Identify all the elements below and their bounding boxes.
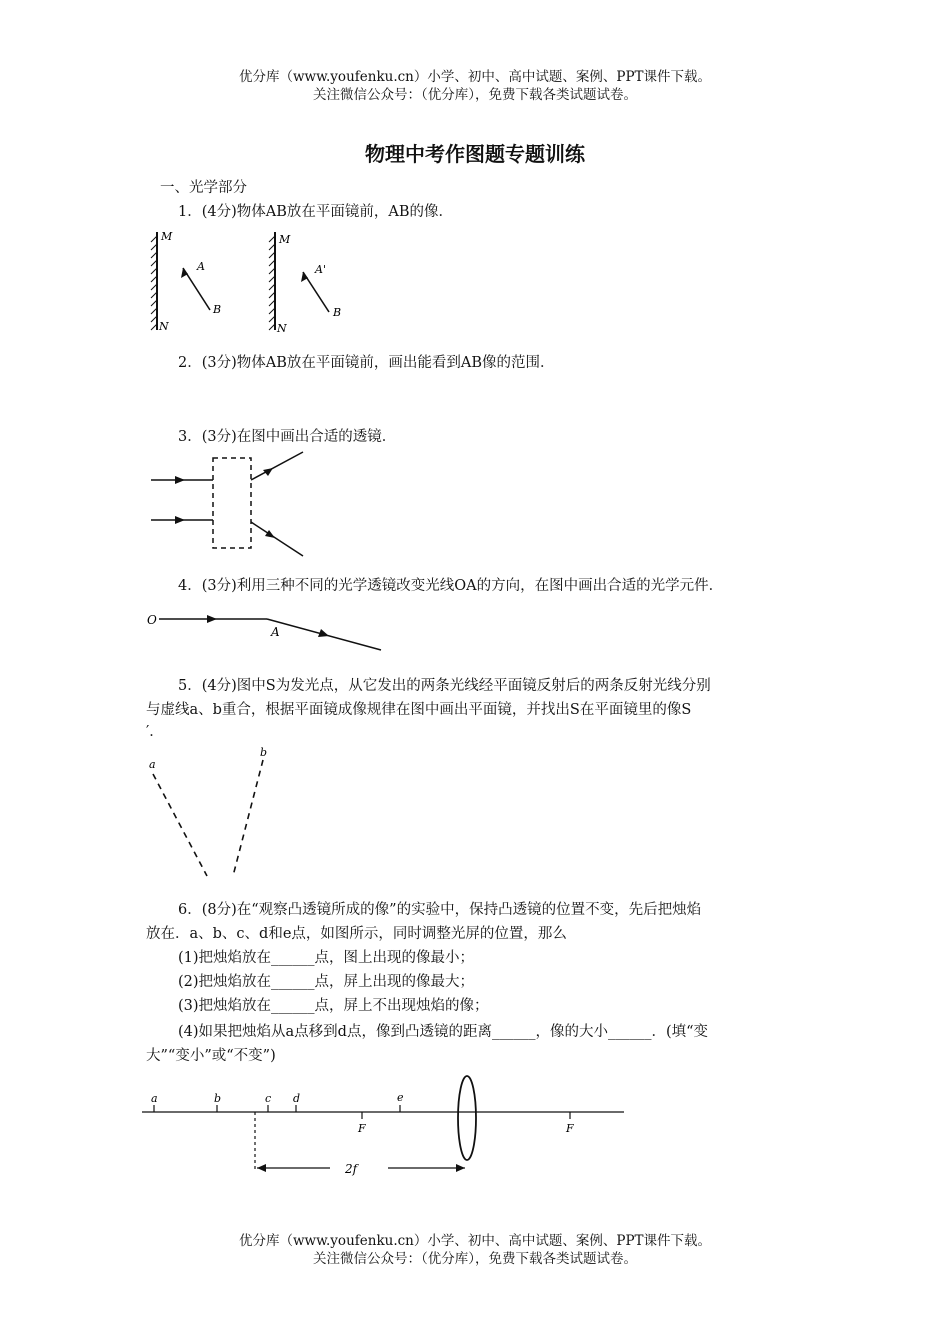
question-2-text: 2．(3分)物体AB放在平面镜前，画出能看到AB像的范围． <box>178 355 555 371</box>
question-5-line-1: 5．(4分)图中S为发光点，从它发出的两条光线经平面镜反射后的两条反射光线分别 <box>178 678 711 694</box>
label-n-2: N <box>277 322 287 335</box>
question-6-sub-3: (3)把烛焰放在______点，屏上不出现烛焰的像； <box>178 998 489 1014</box>
point-label-a: a <box>151 1092 158 1105</box>
label-n-1: N <box>159 320 169 333</box>
focus-label-left: F <box>358 1122 366 1135</box>
question-5-line-3: ′． <box>146 724 164 740</box>
q1-mirror-figures <box>145 226 365 338</box>
label-m-2: M <box>279 233 291 246</box>
question-6-sub-2: (2)把烛焰放在______点，屏上出现的像最大； <box>178 974 475 990</box>
ray-arrow-after-a <box>318 629 329 637</box>
label-a-2: A' <box>315 263 326 276</box>
q5-dashed-rays-figure <box>145 742 285 882</box>
question-6-line-1: 6．(8分)在“观察凸透镜所成的像”的实验中，保持凸透镜的位置不变，先后把烛焰 <box>178 902 702 918</box>
focus-label-right: F <box>566 1122 574 1135</box>
distance-label-2f: 2f <box>345 1162 358 1176</box>
footer-line-2: 关注微信公众号：（优分库），免费下载各类试题试卷。 <box>313 1251 637 1267</box>
point-label-e: e <box>397 1091 404 1104</box>
question-1-text: 1．(4分)物体AB放在平面镜前，AB的像． <box>178 204 454 220</box>
point-label-c: c <box>265 1092 272 1105</box>
label-a-ray: a <box>149 758 156 771</box>
dashed-ray-a <box>153 774 207 876</box>
label-b-1: B <box>213 303 222 316</box>
label-m-1: M <box>161 230 173 243</box>
point-label-b: b <box>214 1092 222 1105</box>
question-3-text: 3．(3分)在图中画出合适的透镜． <box>178 429 397 445</box>
outgoing-ray-2 <box>251 522 303 556</box>
dashed-lens-box <box>213 458 251 548</box>
ray-arrow-2 <box>175 516 185 524</box>
question-6-sub-4a: (4)如果把烛焰从a点移到d点，像到凸透镜的距离______，像的大小______．(填“变 <box>178 1024 709 1040</box>
ray-arrow-1 <box>175 476 185 484</box>
label-b-ray: b <box>260 746 268 759</box>
label-a: A <box>271 625 280 639</box>
header-line-2: 关注微信公众号：（优分库），免费下载各类试题试卷。 <box>313 87 637 103</box>
ray-arrow-oa <box>207 615 217 623</box>
question-6-sub-4b: 大”“变小”或“不变”) <box>146 1048 276 1064</box>
point-label-d: d <box>293 1092 301 1105</box>
dimension-arrow-left <box>257 1164 266 1172</box>
ray-arrow-4 <box>265 530 275 538</box>
outgoing-ray-1 <box>251 452 303 480</box>
header-line-1: 优分库（www.youfenku.cn）小学、初中、高中试题、案例、PPT课件下载。 <box>238 69 712 85</box>
label-o: O <box>147 613 157 627</box>
question-6-sub-1: (1)把烛焰放在______点，图上出现的像最小； <box>178 950 475 966</box>
page-title: 物理中考作图题专题训练 <box>365 142 585 166</box>
dimension-arrow-right <box>456 1164 465 1172</box>
label-b-2: B <box>333 306 342 319</box>
dashed-ray-b <box>233 760 263 876</box>
q4-ray-figure <box>145 604 385 656</box>
question-5-line-2: 与虚线a、b重合，根据平面镜成像规律在图中画出平面镜，并找出S在平面镜里的像S <box>146 702 692 718</box>
q6-lens-axis-figure <box>140 1072 630 1184</box>
question-4-text: 4．(3分)利用三种不同的光学透镜改变光线OA的方向，在图中画出合适的光学元件． <box>178 578 724 594</box>
convex-lens <box>458 1076 476 1160</box>
footer-line-1: 优分库（www.youfenku.cn）小学、初中、高中试题、案例、PPT课件下载。 <box>238 1233 712 1249</box>
q3-lens-box-figure <box>145 450 315 562</box>
label-a-1: A <box>197 260 205 273</box>
section-heading: 一、光学部分 <box>160 180 247 196</box>
question-6-line-2: 放在．a、b、c、d和e点，如图所示，同时调整光屏的位置，那么 <box>146 926 567 942</box>
